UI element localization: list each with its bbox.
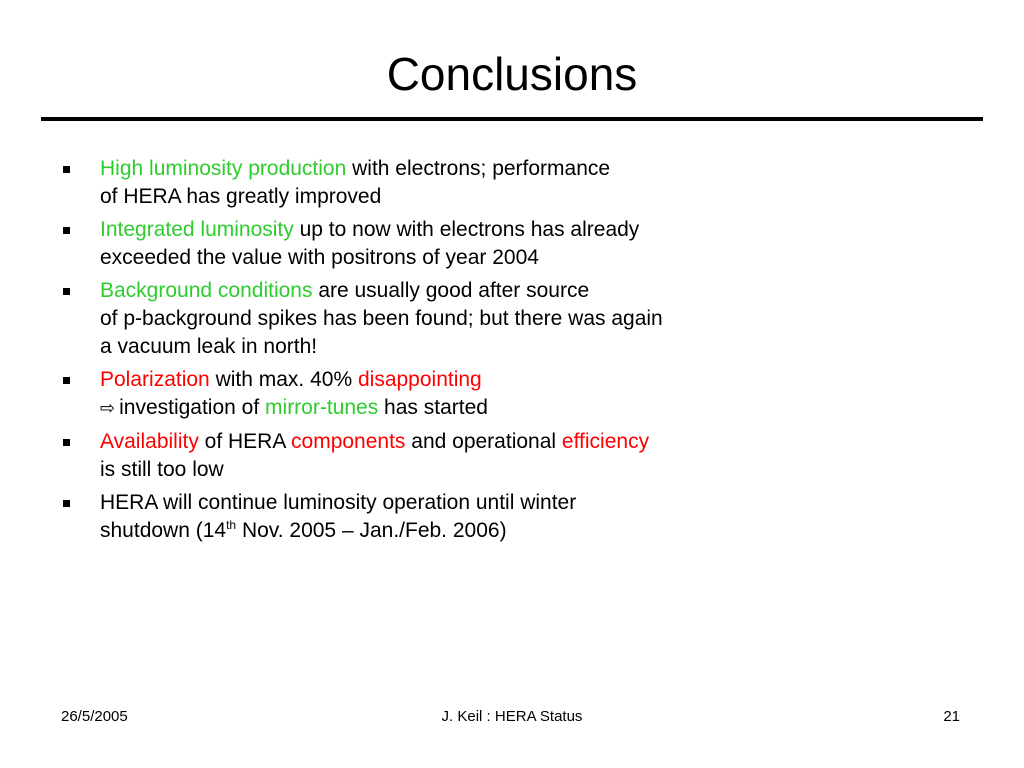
bullet-item [0, 277, 1024, 361]
bullet-text: is still too low [100, 458, 224, 481]
bullet-text: shutdown (14 [100, 519, 227, 542]
highlighted-term: Integrated luminosity [100, 218, 294, 241]
bullet-item [0, 155, 1024, 211]
bullet-line [100, 244, 1024, 272]
highlighted-term: components [291, 430, 406, 453]
bullet-text: a vacuum leak in north! [100, 335, 318, 358]
square-bullet-icon [63, 500, 70, 507]
bullet-text: th [226, 518, 237, 532]
bullet-line [100, 305, 1024, 333]
bullet-line [100, 277, 1024, 305]
slide-title: Conclusions [386, 48, 638, 100]
bullet-line [100, 428, 1024, 456]
highlighted-term: Availability [100, 430, 199, 453]
bullet-line [100, 333, 1024, 361]
highlighted-term: High luminosity production [100, 157, 347, 180]
bullet-item [0, 216, 1024, 272]
bullet-text: Nov. 2005 – Jan./Feb. 2006) [236, 519, 507, 542]
arrow-right-icon: ⇨ [100, 398, 116, 419]
title-divider [41, 117, 983, 121]
square-bullet-icon [63, 377, 70, 384]
bullet-line [100, 489, 1024, 517]
bullet-text: of HERA has greatly improved [100, 185, 382, 208]
bullet-text: of p-background spikes has been found; but there was again [100, 307, 663, 330]
footer-date: 26/5/2005 [61, 708, 128, 725]
bullet-text: with electrons; performance [346, 157, 611, 180]
bullet-text: and operational [405, 430, 562, 453]
bullet-item [0, 489, 1024, 545]
bullet-item [0, 428, 1024, 484]
highlighted-term: Polarization [100, 368, 210, 391]
square-bullet-icon [63, 227, 70, 234]
bullet-line [100, 155, 1024, 183]
highlighted-term: disappointing [357, 368, 482, 391]
bullet-text: up to now with electrons has already [293, 218, 640, 241]
page-number: 21 [943, 708, 960, 725]
bullet-text: investigation of [119, 396, 266, 419]
highlighted-term: Background conditions [100, 279, 313, 302]
square-bullet-icon [63, 288, 70, 295]
bullet-line [100, 183, 1024, 211]
bullet-line [100, 517, 1024, 545]
bullet-text: exceeded the value with positrons of year 2004 [100, 246, 539, 269]
bullet-line [100, 216, 1024, 244]
bullet-line [100, 394, 1024, 423]
square-bullet-icon [63, 166, 70, 173]
bullet-item [0, 366, 1024, 423]
bullet-text: HERA will continue luminosity operation until winter [100, 491, 577, 514]
highlighted-term: mirror-tunes [265, 396, 379, 419]
square-bullet-icon [63, 439, 70, 446]
bullet-text: has started [378, 396, 488, 419]
bullet-text: are usually good after source [312, 279, 590, 302]
bullet-list [0, 155, 1024, 550]
bullet-line [100, 366, 1024, 394]
bullet-text: with max. 40% [209, 368, 358, 391]
bullet-line [100, 456, 1024, 484]
footer-presenter: J. Keil : HERA Status [441, 708, 583, 725]
bullet-text: of HERA [198, 430, 292, 453]
highlighted-term: efficiency [561, 430, 650, 453]
